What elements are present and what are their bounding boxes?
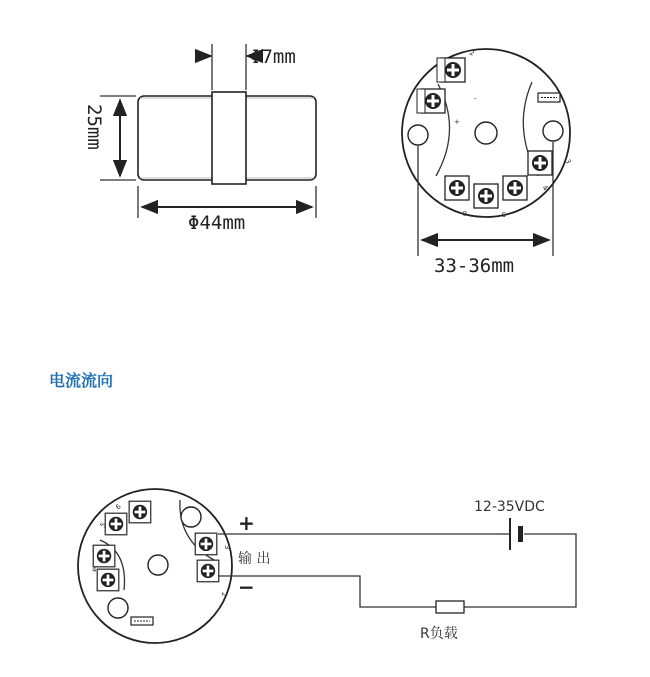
wiring-num-4: 4 xyxy=(92,566,97,574)
terminal-num-6: 6 xyxy=(462,209,467,217)
mounting-hole-left xyxy=(408,125,428,145)
load-label: R负载 xyxy=(420,626,458,642)
wiring-hole-left xyxy=(108,598,128,618)
wiring-hole-right xyxy=(181,507,201,527)
wiring-diagram xyxy=(78,489,576,643)
dim-diameter: Φ44mm xyxy=(188,212,246,234)
wiring-num-3: 3 xyxy=(223,545,231,550)
plus-sign: + xyxy=(238,511,255,535)
dim-thickness: Φ7mm xyxy=(250,46,296,68)
supply-label: 12-35VDC xyxy=(474,499,545,515)
terminal-num-2: 2 xyxy=(468,48,476,58)
dim-height: 25mm xyxy=(83,104,105,150)
side-view xyxy=(83,44,316,234)
wiring-center-hole xyxy=(148,555,168,575)
top-view xyxy=(402,49,572,277)
load-resistor xyxy=(436,601,464,613)
top-plus-mark: + xyxy=(454,118,460,126)
minus-sign: − xyxy=(238,575,255,599)
terminal-num-4: 4 xyxy=(540,183,550,193)
return-wire xyxy=(464,534,576,607)
side-view-band xyxy=(212,92,246,184)
wiring-num-6: 6 xyxy=(114,502,123,512)
terminal-num-3: 3 xyxy=(563,157,573,165)
wiring-num-2: 2 xyxy=(220,592,228,597)
battery-plate-short xyxy=(518,526,523,542)
dim-mounting: 33-36mm xyxy=(434,255,515,277)
center-hole xyxy=(475,122,497,144)
section-title: 电流流向 xyxy=(49,371,114,390)
output-label: 输 出 xyxy=(238,551,271,567)
top-minus-mark: - xyxy=(474,95,477,103)
wiring-num-5: 5 xyxy=(98,521,108,529)
terminal-num-5: 5 xyxy=(501,210,506,218)
mounting-hole-right xyxy=(543,121,563,141)
